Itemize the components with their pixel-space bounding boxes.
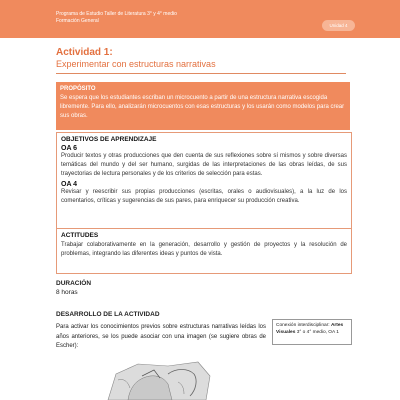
conexion-prefix: Conexión interdisciplinar:: [276, 323, 330, 328]
conexion-box: [272, 319, 352, 345]
duracion-value: 8 horas: [56, 289, 78, 296]
actitudes-heading: ACTITUDES: [61, 232, 99, 239]
unit-badge: Unidad 4: [322, 20, 355, 31]
desarrollo-text: Para activar los conocimientos previos sobre estructuras narrativas leídas los años anteriores, se los puede asociar con una imagen (se sugiere obras de Escher):: [56, 324, 266, 349]
objetivos-box: [56, 132, 352, 230]
objetivos-heading: OBJETIVOS DE APRENDIZAJE: [61, 136, 157, 143]
oa6-label: OA 6: [61, 145, 78, 152]
proposito-heading: PROPÓSITO: [60, 86, 96, 92]
proposito-text: Se espera que los estudiantes escriban un microcuento a partir de una estructura narrativa escogida libremente. Para ello, analizarán microcuentos con esas estructuras y los usarán como modelos para crear sus obras.: [60, 95, 345, 119]
program-line-1: Programa de Estudio Taller de Literatura 3° y 4° medio: [56, 11, 177, 17]
header-bar: [0, 0, 400, 38]
escher-drawing-hands-image: [98, 356, 218, 400]
title-divider: [56, 73, 346, 74]
activity-title: Actividad 1:: [56, 47, 113, 58]
conexion-detail: 3° o 4° medio, OA 1: [296, 330, 339, 335]
desarrollo-heading: DESARROLLO DE LA ACTIVIDAD: [56, 311, 160, 318]
program-name: [56, 11, 177, 25]
actitudes-text: Trabajar colaborativamente en la generación, desarrollo y gestión de proyectos y la resolución de problemas, integrando las diferentes ideas y puntos de vista.: [61, 242, 347, 257]
oa6-text: Producir textos y otras producciones que den cuenta de sus reflexiones sobre sí mismos y sobre diversas temáticas del mundo y del ser humano, surgidas de las interpretaciones de las obras leídas, de sus trayectorias de lectura personales y de los criterios de selección para estas.: [61, 153, 347, 177]
program-line-2: Formación General: [56, 18, 99, 24]
oa4-label: OA 4: [61, 181, 78, 188]
oa4-text: Revisar y reescribir sus propias producciones (escritas, orales o audiovisuales), a la luz de los comentarios, críticas y sugerencias de sus pares, para enriquecer su producción creativa.: [61, 189, 347, 204]
actitudes-box: [56, 228, 352, 274]
duracion-heading: DURACIÓN: [56, 280, 92, 287]
proposito-box: [56, 82, 350, 130]
conexion-subject: Artes Visuales: [276, 323, 344, 335]
activity-subtitle: Experimentar con estructuras narrativas: [56, 59, 216, 69]
